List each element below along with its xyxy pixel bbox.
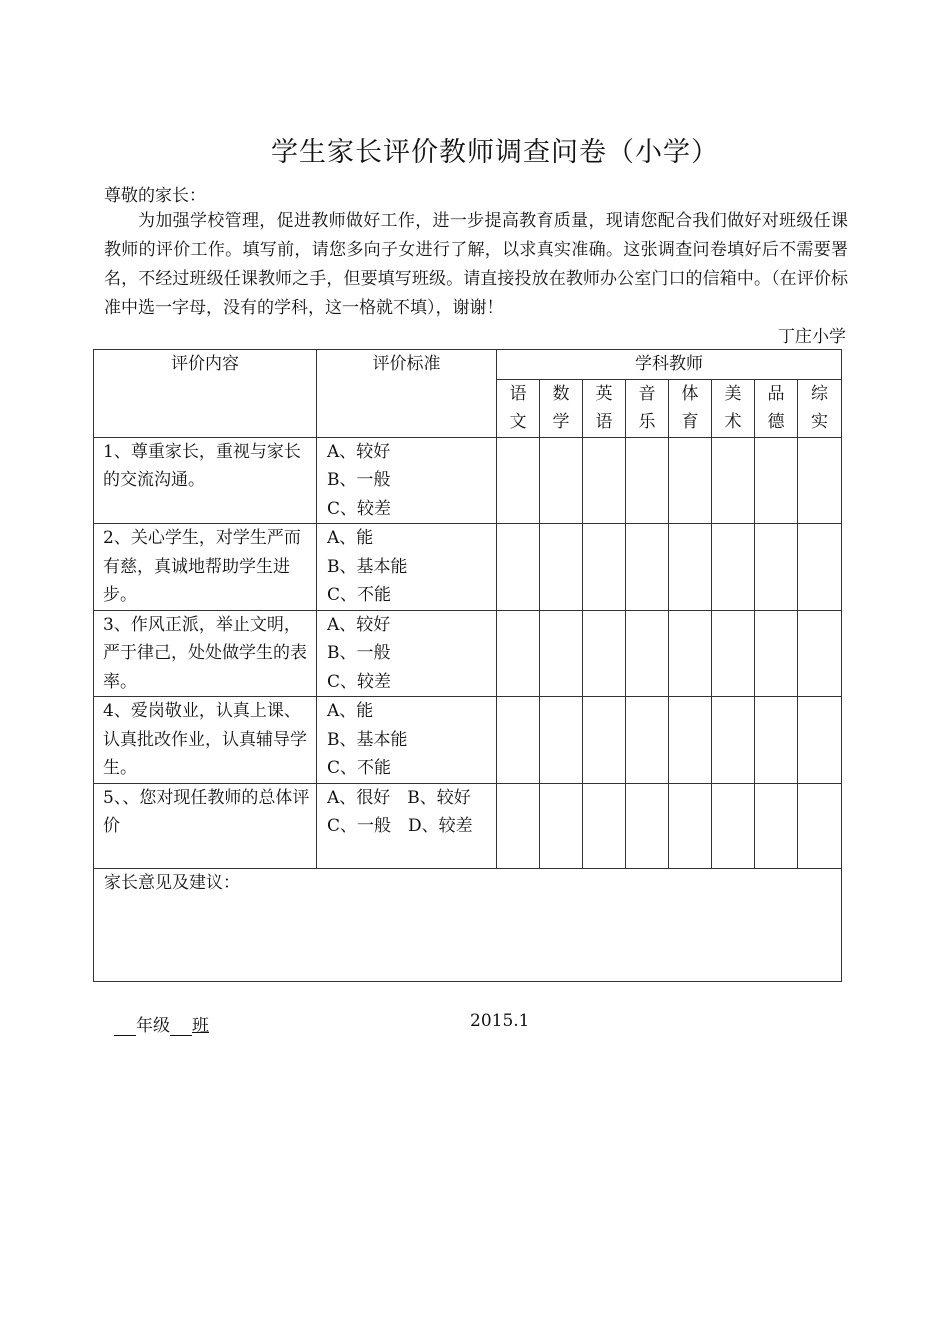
rating-cell[interactable] — [626, 524, 669, 611]
subject-char: 美 — [724, 383, 742, 404]
evaluation-item: 2、关心学生，对学生严而有慈，真诚地帮助学生进步。 — [94, 524, 317, 611]
subject-char: 综 — [811, 383, 828, 404]
standard-option: A、较好 — [327, 441, 391, 462]
rating-cell[interactable] — [755, 783, 798, 868]
intro-paragraph: 为加强学校管理，促进教师做好工作，进一步提高教育质量，现请您配合我们做好对班级任课教师的评价工作。填写前，请您多向子女进行了解，以求真实准确。这张调查问卷填好后不需要署名，不经过班级任课教师之手，但要填写班级。请直接投放在教师办公室门口的信箱中。（在评价标准中选一字母，没有的学科，这一格就不填），谢谢！ — [104, 211, 848, 318]
rating-cell[interactable] — [583, 437, 626, 524]
subject-char: 实 — [811, 412, 828, 432]
rating-cell[interactable] — [712, 697, 755, 784]
survey-date: 2015.1 — [470, 1011, 530, 1031]
table-row — [94, 783, 842, 868]
rating-cell[interactable] — [712, 610, 755, 697]
rating-cell[interactable] — [497, 437, 540, 524]
subject-char: 语 — [509, 383, 527, 404]
standard-option: C、不能 — [327, 585, 392, 605]
rating-cell[interactable] — [583, 697, 626, 784]
standard-option: C、一般 D、较差 — [327, 816, 473, 836]
rating-cell[interactable] — [583, 524, 626, 611]
rating-cell[interactable] — [583, 783, 626, 868]
class-label: 班 — [192, 1016, 209, 1036]
rating-cell[interactable] — [712, 783, 755, 868]
standard-option: B、基本能 — [327, 729, 408, 750]
header-standard: 评价标准 — [317, 350, 497, 438]
standard-option: B、一般 — [327, 643, 391, 663]
standard-option: C、较差 — [327, 671, 392, 692]
rating-cell[interactable] — [712, 524, 755, 611]
table-row — [94, 697, 842, 784]
subject-header — [626, 379, 669, 437]
class-blank[interactable] — [170, 1015, 192, 1036]
rating-cell[interactable] — [798, 524, 842, 611]
rating-cell[interactable] — [798, 697, 842, 784]
subject-char: 德 — [767, 412, 785, 432]
subject-header — [583, 379, 626, 437]
evaluation-standard — [317, 783, 497, 868]
header-content: 评价内容 — [94, 350, 317, 438]
subject-char: 品 — [767, 383, 785, 404]
rating-cell[interactable] — [755, 697, 798, 784]
standard-option: A、很好 B、较好 — [327, 787, 471, 808]
table-row — [94, 437, 842, 524]
subject-char: 音 — [638, 383, 656, 404]
subject-header — [712, 379, 755, 437]
rating-cell[interactable] — [669, 610, 712, 697]
rating-cell[interactable] — [540, 524, 583, 611]
rating-cell[interactable] — [626, 437, 669, 524]
rating-cell[interactable] — [497, 697, 540, 784]
evaluation-item: 4、爱岗敬业，认真上课、认真批改作业，认真辅导学生。 — [94, 697, 317, 784]
subject-header — [497, 379, 540, 437]
rating-cell[interactable] — [669, 524, 712, 611]
rating-cell[interactable] — [497, 524, 540, 611]
subject-char: 乐 — [638, 412, 656, 432]
grade-blank[interactable] — [114, 1015, 136, 1036]
rating-cell[interactable] — [540, 697, 583, 784]
subject-char: 语 — [595, 412, 613, 432]
standard-option: C、不能 — [327, 758, 392, 778]
standard-option: B、一般 — [327, 470, 391, 490]
evaluation-standard — [317, 524, 497, 611]
subject-char: 英 — [595, 383, 613, 404]
evaluation-standard — [317, 437, 497, 524]
rating-cell[interactable] — [626, 783, 669, 868]
evaluation-item: 1、尊重家长，重视与家长的交流沟通。 — [94, 437, 317, 524]
rating-cell[interactable] — [755, 437, 798, 524]
rating-cell[interactable] — [626, 697, 669, 784]
standard-option: C、较差 — [327, 498, 392, 519]
subject-header — [755, 379, 798, 437]
rating-cell[interactable] — [669, 437, 712, 524]
rating-cell[interactable] — [798, 783, 842, 868]
rating-cell[interactable] — [626, 610, 669, 697]
rating-cell[interactable] — [540, 610, 583, 697]
grade-label: 年级 — [136, 1016, 170, 1036]
evaluation-standard — [317, 697, 497, 784]
rating-cell[interactable] — [669, 783, 712, 868]
rating-cell[interactable] — [669, 697, 712, 784]
standard-option: A、能 — [327, 701, 374, 721]
subject-char: 学 — [552, 412, 570, 432]
page-title: 学生家长评价教师调查问卷（小学） — [271, 137, 719, 168]
rating-cell[interactable] — [755, 610, 798, 697]
evaluation-standard — [317, 610, 497, 697]
standard-option: B、基本能 — [327, 556, 408, 577]
subject-char: 术 — [724, 412, 742, 432]
header-subjects: 学科教师 — [497, 350, 842, 380]
rating-cell[interactable] — [798, 610, 842, 697]
subject-char: 育 — [681, 412, 699, 432]
subject-header — [798, 379, 842, 437]
subject-char: 体 — [681, 383, 699, 404]
greeting: 尊敬的家长： — [104, 186, 206, 206]
table-row — [94, 524, 842, 611]
grade-class-line — [114, 1011, 209, 1036]
rating-cell[interactable] — [497, 783, 540, 868]
rating-cell[interactable] — [540, 437, 583, 524]
evaluation-item: 5、、您对现任教师的总体评价 — [94, 783, 317, 868]
table-row — [94, 610, 842, 697]
standard-option: A、较好 — [327, 614, 391, 635]
subject-header — [669, 379, 712, 437]
rating-cell[interactable] — [798, 437, 842, 524]
subject-header — [540, 379, 583, 437]
opinion-field[interactable] — [94, 868, 842, 981]
rating-cell[interactable] — [497, 610, 540, 697]
subject-char: 数 — [552, 383, 570, 404]
rating-cell[interactable] — [712, 437, 755, 524]
rating-cell[interactable] — [755, 524, 798, 611]
opinion-label: 家长意见及建议： — [104, 872, 240, 893]
rating-cell[interactable] — [540, 783, 583, 868]
school-name: 丁庄小学 — [778, 327, 846, 347]
evaluation-item: 3、作风正派，举止文明，严于律己，处处做学生的表率。 — [94, 610, 317, 697]
rating-cell[interactable] — [583, 610, 626, 697]
standard-option: A、能 — [327, 528, 374, 548]
subject-char: 文 — [509, 412, 527, 432]
evaluation-table — [93, 349, 842, 982]
